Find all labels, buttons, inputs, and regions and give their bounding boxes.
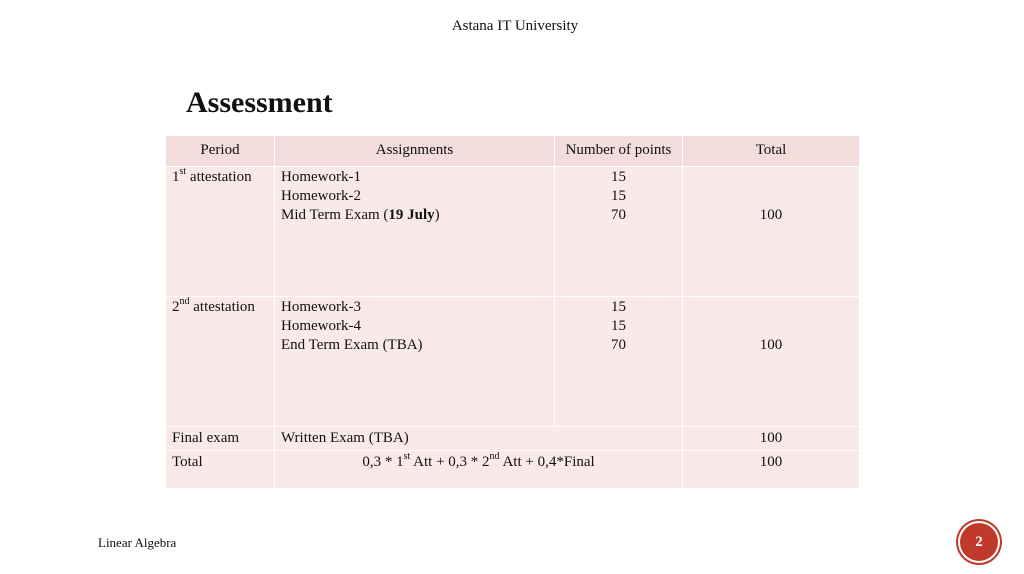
header-institution: Astana IT University: [451, 18, 579, 34]
points-item: 15: [611, 299, 626, 315]
page-number-badge: [960, 523, 998, 561]
total-value: 100: [759, 337, 783, 353]
table-row-total: [166, 451, 860, 489]
total-att1: [683, 167, 860, 297]
assignment-item: Homework-4: [281, 318, 361, 334]
period-final: Final exam: [166, 427, 275, 451]
assignment-final: Written Exam (TBA): [275, 427, 683, 451]
points-item: 70: [611, 337, 626, 353]
assignment-item-exam: End Term Exam (TBA): [281, 337, 423, 353]
points-att2: [555, 297, 683, 427]
assignments-att2: [275, 297, 555, 427]
total-formula: 0,3 * 1st Att + 0,3 * 2nd Att + 0,4*Final: [275, 451, 683, 489]
table-row-final: [166, 427, 860, 451]
total-att2: [683, 297, 860, 427]
table-header-row: [166, 136, 860, 167]
points-item: 70: [611, 207, 626, 223]
table-row-att1: [166, 167, 860, 297]
total-value: 100: [759, 207, 783, 223]
assignment-item: Homework-2: [281, 188, 361, 204]
points-att1: [555, 167, 683, 297]
assignments-att1: [275, 167, 555, 297]
assignment-item: Homework-1: [281, 169, 361, 185]
period-total: Total: [166, 451, 275, 489]
assignment-item-exam: Mid Term Exam (19 July): [281, 207, 440, 223]
col-header-period: Period: [166, 136, 275, 167]
footer-course: Linear Algebra: [98, 535, 177, 550]
col-header-total: Total: [683, 136, 860, 167]
col-header-assignments: Assignments: [275, 136, 555, 167]
total-overall: 100: [683, 451, 860, 489]
points-item: 15: [611, 188, 626, 204]
total-final: 100: [683, 427, 860, 451]
assessment-table: [165, 135, 860, 489]
slide-title: Assessment: [186, 86, 333, 119]
points-item: 15: [611, 169, 626, 185]
period-att2: 2nd attestation: [166, 297, 275, 427]
page-number: 2: [975, 533, 983, 550]
points-item: 15: [611, 318, 626, 334]
table-row-att2: [166, 297, 860, 427]
period-att1: 1st attestation: [166, 167, 275, 297]
assignment-item: Homework-3: [281, 299, 361, 315]
col-header-points: Number of points: [555, 136, 683, 167]
